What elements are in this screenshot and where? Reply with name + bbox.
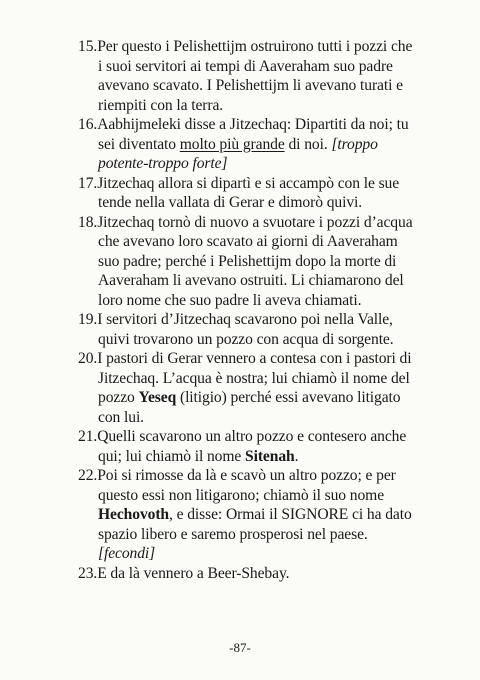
verse-21-well-name: Sitenah	[245, 447, 295, 465]
verse-23: 23.E da là vennero a Beer-Shebay.	[78, 564, 290, 582]
verse-20-text-end: (litigio) perché essi avevano litigato con lui.	[98, 389, 401, 426]
verse-16-note: [troppo potente-troppo forte]	[98, 135, 378, 172]
verse-22-text-end: , e disse: Ormai il SIGNORE ci ha dato spazio libero e saremo prosperosi nel paese.	[98, 506, 412, 543]
verse-16	[78, 115, 418, 174]
verse-22-text: 22.Poi si rimosse da là e scavò un altro pozzo; e per questo essi non litigarono; chiamò il suo nome	[78, 467, 396, 504]
verse-20-text: 20.I pastori di Gerar vennero a contesa con i pastori di Jitzechaq. L’acqua è nostra; lui chiamò il nome del pozzo	[78, 350, 412, 406]
verse-22	[78, 466, 418, 564]
verse-22-note: [fecondi]	[98, 545, 156, 562]
verse-16-text-end: di noi.	[284, 135, 332, 153]
verse-18: 18.Jitzechaq tornò di nuovo a svuotare i pozzi d’acqua che avevano loro scavato ai giorni di Aaveraham suo padre; perché i Pelishettijm dopo la morte di Aaveraham li avevano ostruiti. Li chiamarono del loro nome che suo padre li aveva chiamati.	[78, 213, 413, 309]
verse-21	[78, 427, 418, 466]
verse-20-well-name: Yeseq	[138, 389, 177, 406]
verse-17: 17.Jitzechaq allora si dipartì e si accampò con le sue tende nella vallata di Gerar e dimorò quivi.	[78, 174, 400, 211]
verse-21-text-end: .	[294, 447, 299, 465]
verse-16-text: 16.Aabhijmeleki disse a Jitzechaq: Dipartiti da noi; tu sei diventato	[78, 116, 409, 153]
verse-list	[78, 37, 418, 583]
page-number: -87-	[229, 640, 251, 655]
verse-19: 19.I servitori d’Jitzechaq scavarono poi nella Valle, quivi trovarono un pozzo con acqua di sorgente.	[78, 311, 394, 348]
verse-21-text: 21.Quelli scavarono un altro pozzo e contesero anche qui; lui chiamò il nome	[78, 428, 407, 465]
verse-15: 15.Per questo i Pelishettijm ostruirono tutti i pozzi che i suoi servitori ai tempi di Aaveraham suo padre avevano scavato. I Pelishettijm li avevano turati e riempiti con la terra.	[78, 38, 413, 114]
verse-16-underlined-phrase: molto più grande	[179, 135, 285, 153]
verse-20	[78, 349, 418, 427]
verse-22-well-name: Hechovoth	[98, 506, 170, 523]
